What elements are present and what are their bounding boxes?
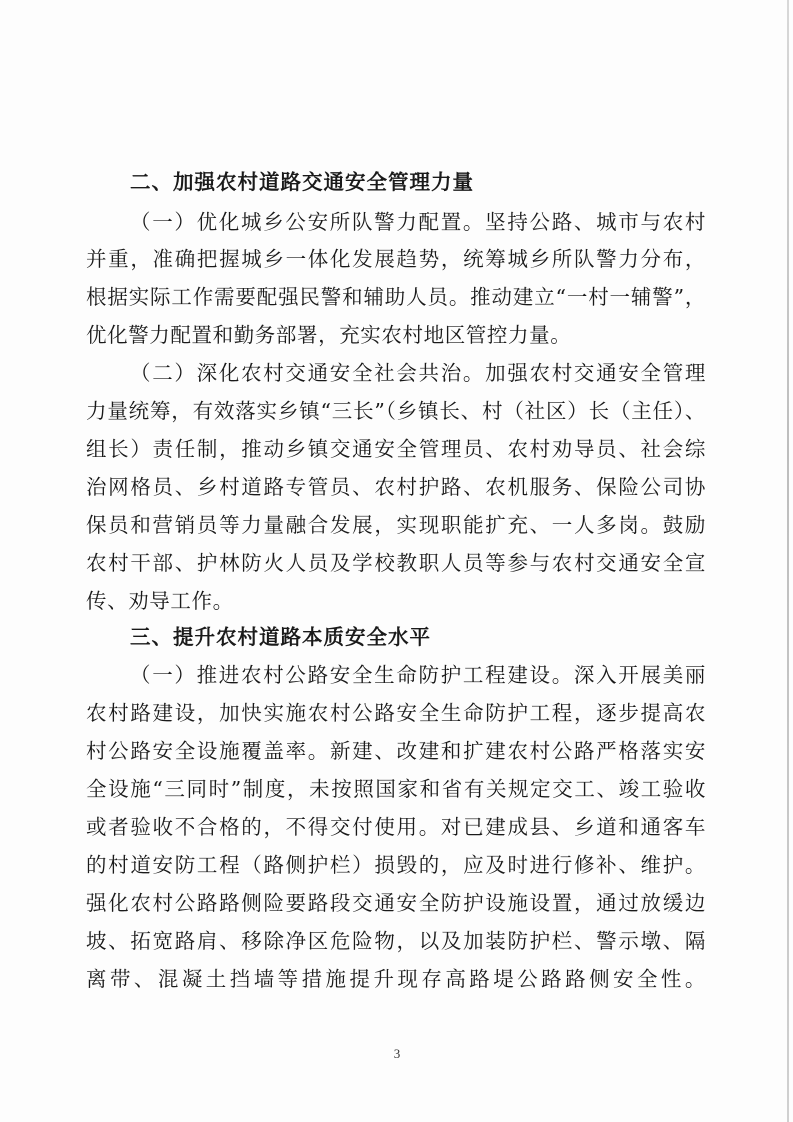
section-heading-3: 三、提升农村道路本质安全水平	[130, 625, 431, 649]
paragraph-line: （一）推进农村公路安全生命防护工程建设。深入开展美丽	[130, 663, 706, 687]
paragraph-line: （一）优化城乡公安所队警力配置。坚持公路、城市与农村	[130, 210, 706, 234]
paragraph-line: 组长）责任制，推动乡镇交通安全管理员、农村劝导员、社会综	[86, 437, 706, 461]
paragraph-line: 离带、混凝土挡墙等措施提升现存高路堤公路路侧安全性。	[86, 967, 706, 991]
paragraph-line: 并重，准确把握城乡一体化发展趋势，统筹城乡所队警力分布，	[86, 247, 706, 271]
paragraph-line: 农村路建设，加快实施农村公路安全生命防护工程，逐步提高农	[86, 701, 706, 725]
paragraph-line: （二）深化农村交通安全社会共治。加强农村交通安全管理	[130, 361, 706, 385]
section-heading-2: 二、加强农村道路交通安全管理力量	[130, 170, 474, 194]
paragraph-line: 坡、拓宽路肩、移除净区危险物，以及加装防护栏、警示墩、隔	[86, 929, 706, 953]
paragraph-line: 农村干部、护林防火人员及学校教职人员等参与农村交通安全宣	[86, 551, 706, 575]
paragraph-line: 优化警力配置和勤务部署，充实农村地区管控力量。	[86, 323, 572, 347]
scan-edge-shadow	[787, 0, 789, 1122]
paragraph-line: 全设施“三同时”制度，未按照国家和省有关规定交工、竣工验收	[86, 777, 706, 801]
page-number: 3	[393, 1046, 401, 1061]
paragraph-line: 保员和营销员等力量融合发展，实现职能扩充、一人多岗。鼓励	[86, 513, 706, 537]
paragraph-line: 力量统筹，有效落实乡镇“三长”（乡镇长、村（社区）长（主任）、	[86, 399, 706, 423]
paragraph-line: 治网格员、乡村道路专管员、农村护路、农机服务、保险公司协	[86, 475, 706, 499]
paragraph-line: 或者验收不合格的，不得交付使用。对已建成县、乡道和通客车	[86, 815, 706, 839]
paragraph-line: 传、劝导工作。	[86, 589, 234, 613]
paragraph-line: 强化农村公路路侧险要路段交通安全防护设施设置，通过放缓边	[86, 891, 706, 915]
paragraph-line: 的村道安防工程（路侧护栏）损毁的，应及时进行修补、维护。	[86, 853, 706, 877]
paragraph-line: 根据实际工作需要配强民警和辅助人员。推动建立“一村一辅警”，	[86, 285, 706, 309]
paragraph-line: 村公路安全设施覆盖率。新建、改建和扩建农村公路严格落实安	[86, 739, 706, 763]
